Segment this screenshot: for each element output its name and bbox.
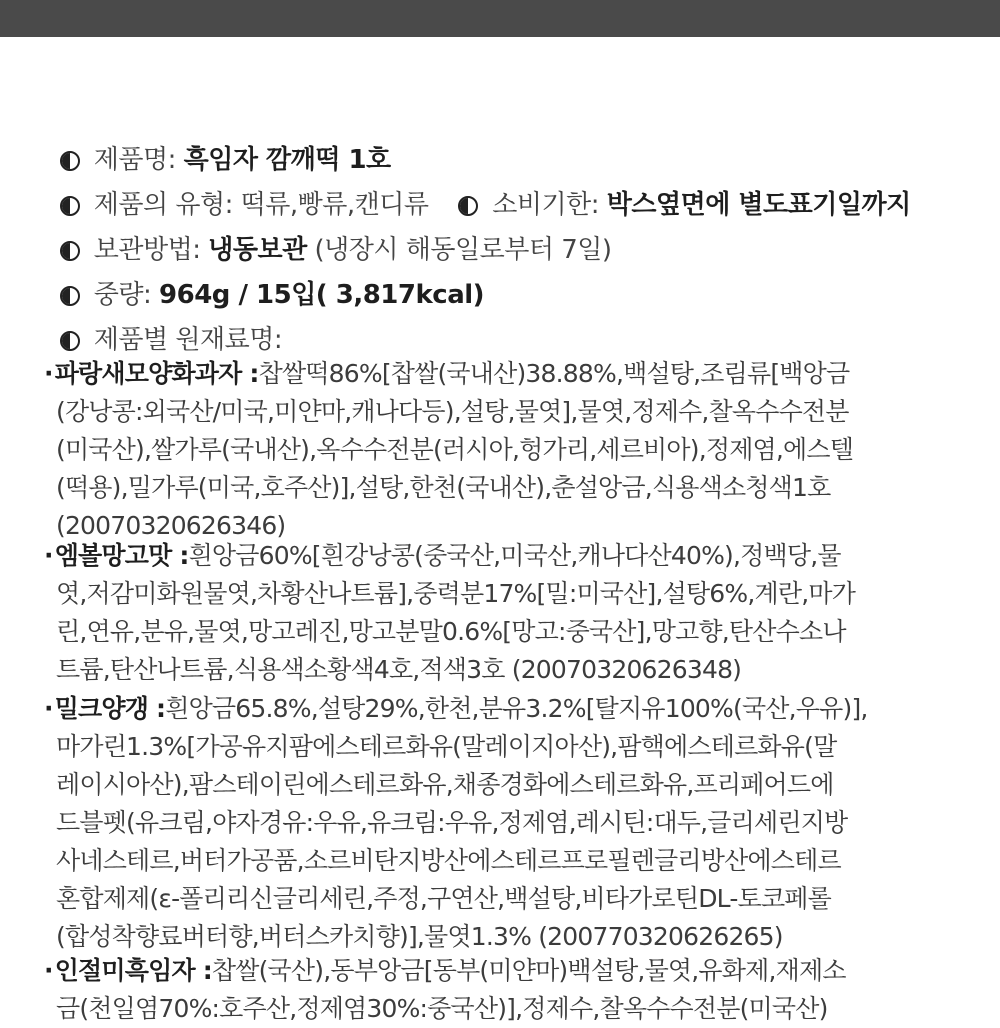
type-label: 제품의 유형: — [93, 190, 233, 220]
ingredient-line: 트륨,탄산나트륨,식용색소황색4호,적색3호 (20070320626348) — [56, 655, 742, 684]
bullet: · — [44, 541, 53, 570]
half-circle-icon — [60, 151, 80, 171]
ingredient-block — [44, 690, 974, 956]
product-name-row — [60, 138, 990, 183]
ingredient-line: 사네스테르,버터가공품,소르비탄지방산에스테르프로필렌글리방산에스테르 — [56, 846, 841, 875]
ingredient-line — [44, 355, 974, 393]
ingredient-line — [44, 690, 974, 728]
half-circle-icon — [60, 196, 80, 216]
ingredient-line: 마가린1.3%[가공유지팜에스테르화유(말레이지아산),팜핵에스테르화유(말 — [56, 732, 837, 761]
ingredient-line: 린,연유,분유,물엿,망고레진,망고분말0.6%[망고:중국산],망고향,탄산수소나 — [56, 617, 846, 646]
product-info — [60, 138, 990, 363]
ingredients-label: 제품별 원재료명: — [93, 325, 283, 355]
half-circle-icon — [458, 196, 478, 216]
ingredient-text: 찹쌀(국산),동부앙금[동부(미얀마)백설탕,물엿,유화제,재제소 — [211, 956, 846, 985]
ingredient-line: (강낭콩:외국산/미국,미얀마,캐나다등),설탕,물엿],물엿,정제수,찰옥수수전분 — [56, 397, 849, 426]
ingredient-line: 드블펫(유크림,야자경유:우유,유크림:우유,정제염,레시틴:대두,글리세린지방 — [56, 808, 848, 837]
storage-method: 냉동보관 — [208, 235, 307, 265]
weight-value: 964g / 15입( 3,817kcal) — [159, 280, 485, 310]
ingredient-line: (미국산),쌀가루(국내산),옥수수전분(러시아,헝가리,세르비아),정제염,에스텔 — [56, 435, 854, 464]
ingredient-line: (합성착향료버터향,버터스카치향)],물엿1.3% (20077032062626​5) — [56, 922, 783, 951]
ingredient-name: 파랑새모양화과자 : — [54, 359, 259, 388]
half-circle-icon — [60, 241, 80, 261]
half-circle-icon — [60, 286, 80, 306]
ingredient-text: 흰앙금65.8%,설탕29%,한천,분유3.2%[탈지유100%(국산,우유)], — [165, 694, 868, 723]
expiry-label: 소비기한: — [492, 190, 599, 220]
ingredient-name: 인절미흑임자 : — [54, 956, 212, 985]
ingredient-line: 엿,저감미화원물엿,차황산나트륨],중력분17%[밀:미국산],설탕6%,계란,마가 — [56, 579, 856, 608]
ingredient-text: 흰앙금60%[흰강낭콩(중국산,미국산,캐나다산40%),정백당,물 — [188, 541, 841, 570]
top-banner — [0, 0, 1000, 37]
ingredient-line: 혼합제제(ε-폴리리신글리세린,주정,구연산,백설탕,비타가로틴DL-토코페롤 — [56, 884, 831, 913]
product-name: 흑임자 깜깨떡 1호 — [183, 145, 391, 175]
ingredient-line: 레이시아산),팜스테이린에스테르화유,채종경화에스테르화유,프리페어드에 — [56, 770, 834, 799]
weight-row — [60, 273, 990, 318]
type-expiry-row — [60, 183, 990, 228]
product-name-label: 제품명: — [93, 145, 176, 175]
expiry-value: 박스옆면에 별도표기일까지 — [606, 190, 911, 220]
ingredient-block — [44, 952, 974, 1028]
ingredient-name: 밀크양갱 : — [54, 694, 166, 723]
storage-label: 보관방법: — [93, 235, 201, 265]
ingredient-line — [44, 537, 974, 575]
ingredient-block — [44, 355, 974, 545]
type-value: 떡류,빵류,캔디류 — [240, 190, 429, 220]
ingredient-name: 엠볼망고맛 : — [54, 541, 189, 570]
storage-note: (냉장시 해동일로부터 7일) — [314, 235, 612, 265]
half-circle-icon — [60, 331, 80, 351]
bullet: · — [44, 694, 53, 723]
weight-label: 중량: — [93, 280, 152, 310]
ingredient-block — [44, 537, 974, 689]
ingredient-line: (떡용),밀가루(미국,호주산)],설탕,한천(국내산),춘설앙금,식용색소청색1호 — [56, 473, 831, 502]
storage-row — [60, 228, 990, 273]
ingredient-line: (20070320626346) — [56, 511, 286, 540]
bullet: · — [44, 359, 53, 388]
ingredient-text: 찹쌀떡86%[찹쌀(국내산)38.88%,백설탕,조림류[백앙금 — [258, 359, 850, 388]
bullet: · — [44, 956, 53, 985]
ingredient-line: 금(천일염70%:호주산,정제염30%:중국산)],정제수,찰옥수수전분(미국산) — [56, 994, 828, 1023]
ingredient-line — [44, 952, 974, 990]
